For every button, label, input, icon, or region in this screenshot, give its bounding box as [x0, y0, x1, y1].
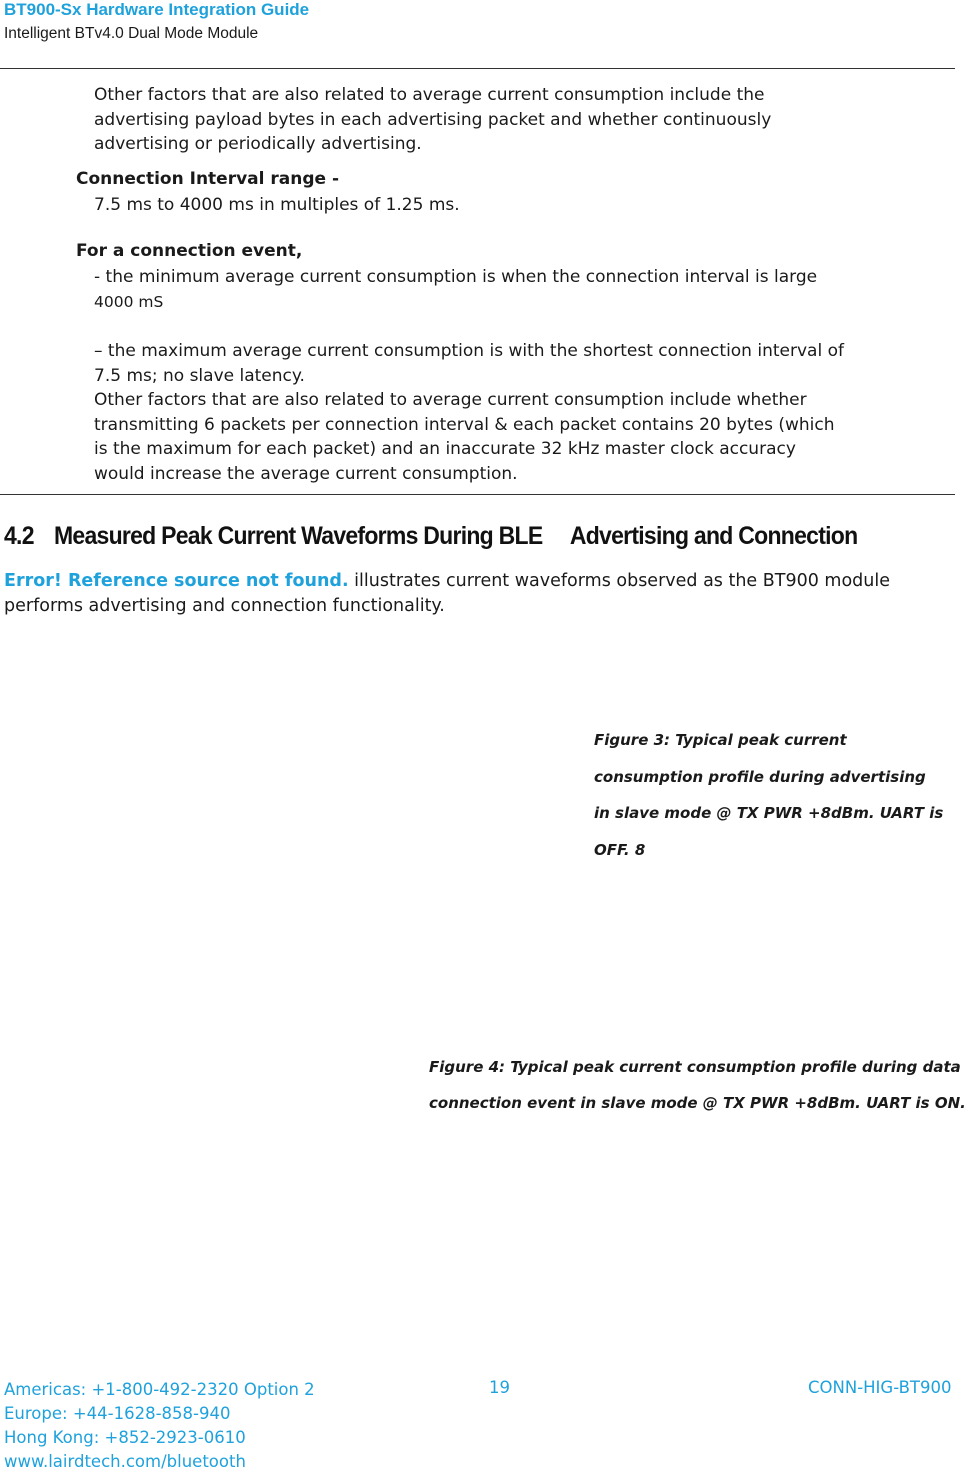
advertising-factors-paragraph: Other factors that are also related to average current consumption include the advertising payload bytes in each advertising packet and whether continuously advertising or periodically advertising. [94, 85, 772, 154]
website-link[interactable]: www.lairdtech.com/bluetooth [4, 1452, 246, 1471]
figure-3-caption: Figure 3: Typical peak current consumption profile during advertising in slave mode @ TX PWR +8dBm. UART is OFF. 8 [594, 731, 944, 859]
max-current-paragraph: – the maximum average current consumption is with the shortest connection interval of 7.5 ms; no slave latency. Other factors that are also related to average current consumption include whether transmitting 6 packets per connection interval & each packet contains 20 bytes (which is the maximum for each packet) and an inaccurate 32 kHz master clock accuracy would increase the average current consumption. [94, 341, 844, 484]
section-heading [4, 522, 857, 551]
europe-phone: Europe: +44-1628-858-940 [4, 1404, 231, 1423]
footer-contacts [4, 1378, 315, 1474]
document-title: BT900-Sx Hardware Integration Guide [4, 0, 310, 19]
section-intro: Error! Reference source not found. illustrates current waveforms observed as the BT900 module performs advertising and connection functionality. [4, 571, 890, 616]
section-divider [0, 494, 955, 495]
header-divider [0, 68, 955, 69]
figure-4-caption: Figure 4: Typical peak current consumption profile during data connection event in slave mode @ TX PWR +8dBm. UART is ON. [429, 1058, 966, 1112]
min-current-value: 4000 mS [94, 293, 164, 311]
connection-interval-label: Connection Interval range - [76, 169, 340, 189]
reference-error-link[interactable]: Error! Reference source not found. [4, 571, 349, 591]
hong-kong-phone: Hong Kong: +852-2923-0610 [4, 1428, 246, 1447]
document-id: CONN-HIG-BT900 [808, 1378, 952, 1397]
connection-event-label: For a connection event, [76, 241, 303, 261]
page-number: 19 [489, 1378, 510, 1397]
section-title: Measured Peak Current Waveforms During BLE Advertising and Connection [54, 522, 858, 550]
min-current-line: - the minimum average current consumption is when the connection interval is large [94, 267, 818, 287]
connection-interval-value: 7.5 ms to 4000 ms in multiples of 1.25 ms. [94, 195, 460, 215]
section-number: 4.2 [4, 522, 34, 550]
americas-phone: Americas: +1-800-492-2320 Option 2 [4, 1380, 315, 1399]
document-subtitle: Intelligent BTv4.0 Dual Mode Module [4, 25, 259, 42]
